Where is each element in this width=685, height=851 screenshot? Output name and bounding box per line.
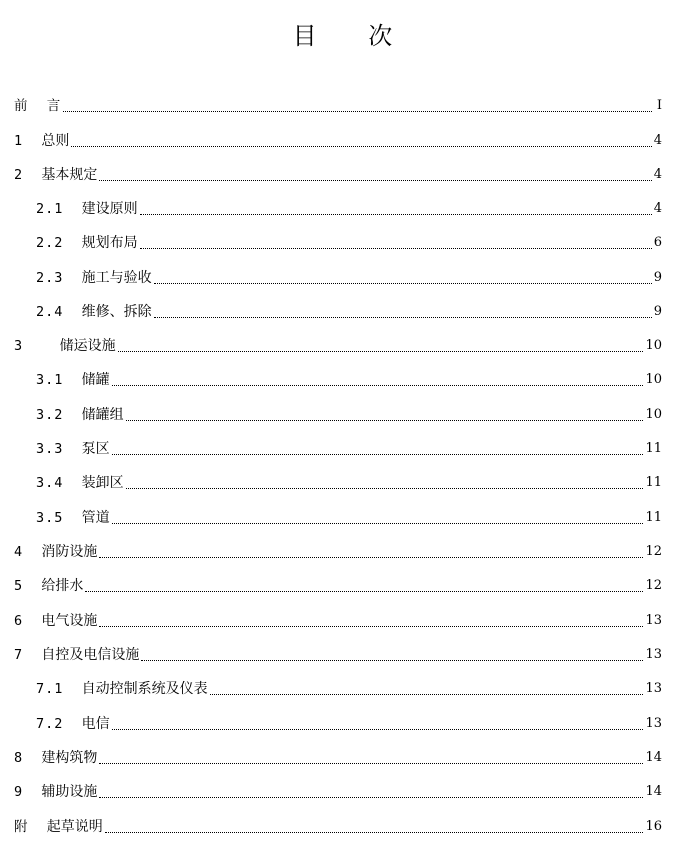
page-title: 目 次 — [292, 22, 415, 50]
toc-entry-page: 9 — [653, 270, 662, 285]
dot-leader — [99, 179, 651, 181]
toc-entry[interactable] — [14, 131, 662, 151]
toc-entry[interactable] — [36, 508, 662, 528]
toc-entry-number: 6 — [14, 613, 42, 629]
toc-entry-number: 3.3 — [36, 441, 82, 457]
toc-entry-page: 12 — [645, 544, 662, 559]
toc-entry-page: 4 — [653, 167, 662, 182]
dot-leader — [99, 625, 643, 627]
dot-leader — [154, 316, 652, 318]
dot-leader — [99, 556, 643, 558]
toc-entry-page: 14 — [645, 784, 662, 799]
toc-entry[interactable] — [36, 199, 662, 219]
toc-entry-number: 附 — [14, 819, 47, 835]
toc-entry-page: 13 — [645, 647, 662, 662]
toc-entry-number: 2 — [14, 167, 42, 183]
dot-leader — [210, 693, 644, 695]
toc-entry-number: 2.2 — [36, 235, 82, 251]
toc-entry-title: 消防设施 — [41, 544, 98, 560]
toc-entry-page: 4 — [653, 133, 662, 148]
dot-leader — [112, 384, 644, 386]
toc-entry-title: 基本规定 — [41, 167, 98, 183]
toc-entry-number: 4 — [14, 544, 42, 560]
dot-leader — [154, 282, 652, 284]
toc-entry-title: 泵区 — [81, 441, 110, 457]
dot-leader — [118, 350, 644, 352]
toc-entry-number: 2.4 — [36, 304, 82, 320]
toc-entry-page: 10 — [645, 407, 662, 422]
toc-entry-page: 9 — [653, 304, 662, 319]
toc-entry-page: I — [656, 98, 662, 113]
toc-entry-page: 11 — [645, 441, 662, 456]
toc-entry-number: 9 — [14, 784, 42, 800]
dot-leader — [99, 762, 643, 764]
toc-entry-number: 2.3 — [36, 270, 82, 286]
toc-entry-number: 3.5 — [36, 510, 82, 526]
toc-entry-title: 自动控制系统及仪表 — [81, 681, 208, 697]
toc-entry[interactable] — [14, 96, 662, 116]
toc-entry-title: 自控及电信设施 — [41, 647, 140, 663]
toc-entry[interactable] — [36, 233, 662, 253]
toc-entry-page: 14 — [645, 750, 662, 765]
toc-entry-number: 前 言 — [14, 98, 62, 114]
toc-entry[interactable] — [14, 542, 662, 562]
toc-entry[interactable] — [36, 679, 662, 699]
toc-entry-title: 规划布局 — [81, 235, 138, 251]
toc-entry-number: 3 — [14, 338, 60, 354]
toc-entry-page: 12 — [645, 578, 662, 593]
toc-entry[interactable] — [14, 782, 662, 802]
toc-entry-page: 11 — [645, 510, 662, 525]
dot-leader — [85, 590, 643, 592]
toc-entry-page: 6 — [653, 235, 662, 250]
toc-entry-title: 储罐组 — [81, 407, 124, 423]
toc-entry[interactable] — [14, 748, 662, 768]
toc-entry-title: 施工与验收 — [81, 270, 152, 286]
toc-entry-title: 建构筑物 — [41, 750, 98, 766]
toc-entry[interactable] — [14, 576, 662, 596]
dot-leader — [126, 487, 644, 489]
dot-leader — [71, 145, 651, 147]
dot-leader — [112, 728, 644, 730]
dot-leader — [140, 247, 652, 249]
toc-entry[interactable] — [14, 336, 662, 356]
toc-entry-number: 3.4 — [36, 475, 82, 491]
toc-entry-number: 7 — [14, 647, 42, 663]
dot-leader — [141, 659, 643, 661]
toc-entry-page: 13 — [645, 716, 662, 731]
toc-entry-title: 辅助设施 — [41, 784, 98, 800]
toc-entry-number: 1 — [14, 133, 42, 149]
dot-leader — [105, 831, 644, 833]
toc-entry-number: 3.2 — [36, 407, 82, 423]
dot-leader — [126, 419, 644, 421]
toc-entry[interactable] — [14, 611, 662, 631]
toc-entry-title: 起草说明 — [46, 819, 103, 835]
toc-entry[interactable] — [14, 165, 662, 185]
toc-entry-page: 13 — [645, 681, 662, 696]
toc-entry-page: 10 — [645, 338, 662, 353]
toc-entry-title: 装卸区 — [81, 475, 124, 491]
toc-entry-title: 总则 — [41, 133, 70, 149]
toc-entry-page: 4 — [653, 201, 662, 216]
toc-entry-page: 13 — [645, 613, 662, 628]
toc-entry-title: 电信 — [81, 716, 110, 732]
toc-entry[interactable] — [36, 714, 662, 734]
dot-leader — [112, 522, 644, 524]
toc-entry-page: 16 — [645, 819, 662, 834]
toc-entry[interactable] — [36, 268, 662, 288]
toc-entry-page: 11 — [645, 475, 662, 490]
toc-entry-title: 储罐 — [81, 372, 110, 388]
dot-leader — [112, 453, 644, 455]
toc-entry-number: 2.1 — [36, 201, 82, 217]
toc-entry-number: 7.2 — [36, 716, 82, 732]
toc-entry-title: 管道 — [81, 510, 110, 526]
dot-leader — [140, 213, 652, 215]
toc-entry-title: 给排水 — [41, 578, 84, 594]
toc-entry-number: 7.1 — [36, 681, 82, 697]
dot-leader — [63, 110, 652, 112]
toc-entry-number: 5 — [14, 578, 42, 594]
toc-entry-number: 3.1 — [36, 372, 82, 388]
toc-entry[interactable] — [36, 370, 662, 390]
toc-entry-page: 10 — [645, 372, 662, 387]
dot-leader — [99, 796, 643, 798]
toc-entry[interactable] — [36, 473, 662, 493]
toc-entry[interactable] — [14, 645, 662, 665]
toc-entry[interactable] — [14, 817, 662, 837]
toc-entry-number: 8 — [14, 750, 42, 766]
toc-entry-title: 电气设施 — [41, 613, 98, 629]
toc-entry[interactable] — [36, 405, 662, 425]
toc-entry[interactable] — [36, 439, 662, 459]
toc-entry-title: 维修、拆除 — [81, 304, 152, 320]
toc-entry[interactable] — [36, 302, 662, 322]
toc-entry-title: 建设原则 — [81, 201, 138, 217]
toc-entry-title: 储运设施 — [59, 338, 116, 354]
